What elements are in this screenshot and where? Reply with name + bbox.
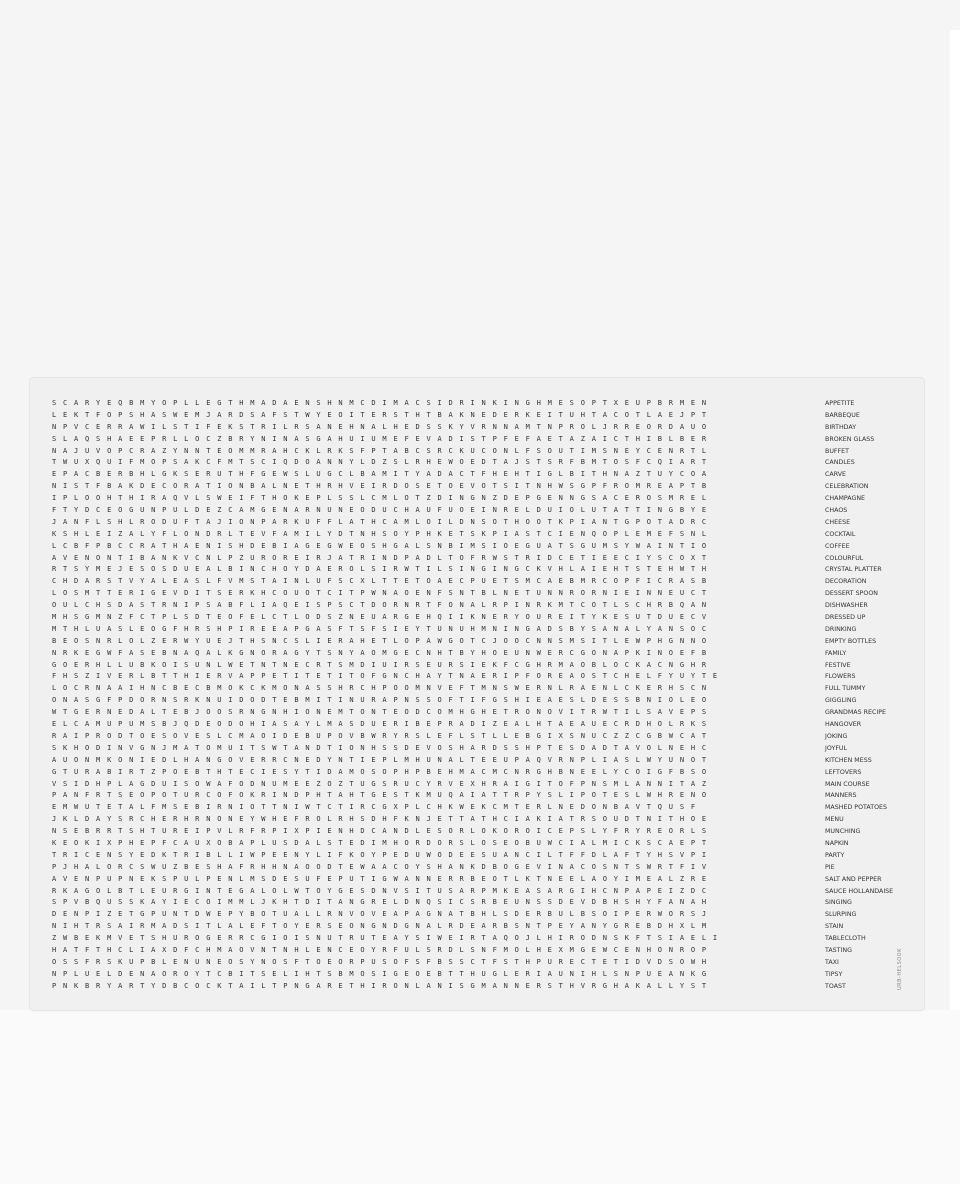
word-list-item: CHAMPAGNE [825, 495, 866, 503]
grid-row: NPVCERRAWILSTIFEKSTRILRSANEHNALHEDSSKYVRNNAMTNPROLJRREORDAUO [52, 422, 713, 431]
word-list-item: STAIN [825, 923, 844, 931]
grid-row: IPLOOHTHIRAQVLSWEIFTHOKEPLSSLCMLOTZDINGNZDEPGENNGSACEROSMREL [52, 494, 713, 503]
word-list-item: TIPSY [825, 970, 843, 978]
word-list-item: BARBEQUE [825, 411, 860, 419]
word-list-item: CANDLES [825, 459, 855, 467]
grid-row: HATFTHCLIAXDFCHMAOVNTNHLENCEOYRFULSRDLSNFMOLHEXMGEWCENHONROP [52, 945, 713, 954]
word-list-item: SINGING [825, 899, 852, 907]
grid-row: VSIDHPLAGDUISOWAFODNUMEEZOZTUGSRUCYRVEXHRAIGITOFPNSMLANNITAZ [52, 779, 713, 788]
word-list-item: PARTY [825, 851, 845, 859]
grid-row: FHSZIVERLBTTHIERVAPPETITETITOFGNCHAYTNAERIPFOREAOSTCHELFYUYTE [52, 672, 724, 681]
grid-row: LOSMTTERIGEVDITSERKHCOUOTCITPWNAOENFSNTBLNETUNNRORNIEINNEUCT [52, 589, 713, 598]
brand-mark: URB-HELSOOK [897, 948, 903, 990]
word-list-item: MUNCHING [825, 828, 861, 836]
grid-row: NIHTRSAIRMADSITLALEFTOYERSEONGNDGNALRDEARBSNTPEYANYGREBDHXLM [52, 922, 713, 931]
grid-row: NSEBRRTSHTUREIPVLRFRPIXPIENHDCANDLESORLOKOROICEPSLYFRYREORLS [52, 827, 713, 836]
grid-row: CHDARSTVYALEASLFVMSTAINLUFSCXLTTETOAECPUETSMCAEBMRCOPFICRASB [52, 577, 713, 586]
grid-row: ELCAMUPUMSBJQDEODOHIASAYLMASDUERIBEPRADIZEALHTAEAUECRDHOLRKS [52, 720, 713, 729]
word-list-item: JOYFUL [825, 744, 848, 752]
grid-row: SPVBQUSSKAYIECOIMMLJKHTDITANGRELDNQSICSRBEUNSSDEVDBHSHYFANAH [52, 898, 713, 907]
word-list-item: TOAST [825, 982, 846, 990]
word-list-item: DECORATION [825, 578, 867, 586]
grid-row: WTGERNEDALTEBJOOSRNGNHIONEMTONTEODCOMHGHETRONOVITRWTILSAVEPS [52, 708, 713, 717]
word-list-item: PIE [825, 863, 835, 871]
word-list-item: BIRTHDAY [825, 423, 857, 431]
word-list-item: SALT AND PEPPER [825, 875, 882, 883]
grid-row: GTURABIRTZPOEBTHTECIESYTIDAMOSOPHPBEHMACMCNRGHBNEELYCOIGFBSO [52, 767, 713, 776]
grid-row: AUONMKONIEDLHANGOVERRCNEDYNTIEPLMHUNALTEEUPAQVRNPLIASLWYUNOT [52, 755, 713, 764]
grid-row: KSHLEIZALYFLONDRLTEVFAMILYDTNHSOYPHKETSKPIASTCIENQOPLEMEFSNL [52, 529, 713, 538]
word-list-item: DESSERT SPOON [825, 590, 878, 598]
grid-row: NISTFBAKDECORATIONBALNETHRHVEIRDOSETOEVOTSITNHWSGPFROMREAPTB [52, 482, 713, 491]
word-list-item: MASHED POTATOES [825, 804, 888, 812]
word-list [825, 398, 915, 993]
grid-row: TWUXQUIFMOPSAKCFMTSCIQDOANNYLDZSLRHEWOEDTAJSTSRFBMTOSFCQIART [52, 458, 713, 467]
word-list-item: KITCHEN MESS [825, 756, 872, 764]
grid-row: DENPIZETGPUNTDWEPYBOTUALLRNVOVEAPAGNATBHLSDERBULBSOIPERWORSJ [52, 910, 713, 919]
word-list-item: LEFTOVERS [825, 768, 862, 776]
grid-row: RKAGOLBTLEURGINTEGALOLWTOYGESDNVSITUSARPMKEASARGIHCNPAPEIZDC [52, 886, 713, 895]
grid-row: NPLUELDENAOROYTCBITSELIHTSBMOSIGEOEBTTHUGLERIAUNIHLSNPUEANKG [52, 969, 713, 978]
grid-row: MTHLUASLEOGFHRSHPIREEAPGASFTSFSIEYTUNUHMNINGADSBYSANALYANSOC [52, 624, 713, 633]
grid-row: GOERHLLUBKOISUNLWETNTNECRTSMDIUIRSEURSIEKFCGHRMAOBLOCKACNGHR [52, 660, 713, 669]
word-list-item: APPETITE [825, 400, 855, 407]
word-list-item: SAUCE HOLLANDAISE [825, 887, 894, 895]
word-list-item: TASTING [825, 946, 852, 954]
word-list-item: BROKEN GLASS [825, 435, 875, 443]
word-list-item: BUFFET [825, 447, 849, 455]
grid-row: LEKTFOPSHASWEMJARDSAFSTWYEOITERSTHTBAKNEDERKEITUHTACOTLAEJPT [52, 410, 713, 419]
grid-row: ZWBEKMVETSHUROGERRCGIOISNUTRUTEAYSIWEIRTAQOJLHIRODNSKFTSIAELI [52, 934, 724, 943]
word-list-item: JOKING [825, 732, 848, 740]
grid-row: AVENONTIBANKVCNLPZUROREIRJATRINDPADLTOFRWSTRIDCETIEECIYSCOXT [52, 553, 713, 562]
grid-row: BEOSNRLOLZERWYUEJTHSNCSLIERAHETLOPAWGOTCJOOCNNSMSITLEWPHGNNO [52, 636, 713, 645]
grid-row: LCBFPBCCRATHAENISHDEBIAGEGWEOSHGALSNBIMSIOEGUATSGUMSYWAINTIO [52, 541, 713, 550]
grid-row: SCARYEQBMYOPLLEGTHMADAENSHNMCDIMACSIDRINKINGHMESOPTXEUPBRMEN [52, 399, 713, 407]
word-list-item: HANGOVER [825, 721, 862, 729]
word-list-item: CELEBRATION [825, 483, 869, 491]
word-list-item: FESTIVE [825, 661, 851, 669]
word-list-item: CHAOS [825, 507, 848, 515]
grid-row: TRICENSYEDKTRIBLLIWPEENYLIFKOYPEDUWODEESUANCILTFFDLAFTYHSVPI [52, 850, 713, 859]
word-list-item: FAMILY [825, 649, 847, 657]
grid-row: PJHALORCSWUZBESHAFRHHNAOODTEWAACOYSHANKDBOGEVINACOSNTSWRTFIV [52, 862, 713, 871]
grid-row: SLAQSHAEEPRLLOCZBRYNINASGAHUIUMEFEVADISTPFEFAETAZAICTHIBLBER [52, 434, 713, 443]
grid-row: JKLDAYSRCHERHRNONEYWHEFROLRHSDHFKNJETTATHCIAKIATRSOUDTNITHOE [52, 815, 713, 824]
word-list-item: MANNERS [825, 792, 857, 800]
word-list-item: GIGGLING [825, 697, 857, 705]
word-list-item: COFFEE [825, 542, 850, 550]
background-lower [0, 1010, 960, 1184]
word-list-item: MENU [825, 816, 844, 824]
grid-row: JANFLSHLRODUFTAJIONPARKUFFLATHCAMLOILDNSOTHOOTKPIANTGPOTADRC [52, 517, 713, 526]
word-list-item: FULL TUMMY [825, 685, 866, 693]
word-list-item: FLOWERS [825, 673, 856, 681]
grid-row: KEOKIXPHEPFCAUXOBAPLUSDALSTEDIMHORDORSLOSEOBUWCIALMICKSCAEPT [52, 838, 713, 847]
letter-grid [52, 398, 792, 993]
word-list-item: GRANDMAS RECIPE [825, 709, 886, 717]
grid-row: RAIPRODTOESOVESLCMAOIDEBUPOVBWRYRSLEFLSTLLEBGIXSNUCZZCGBWCAT [52, 731, 713, 740]
grid-row: FTYDCEOGUNPULDEZCAMGENARNUNEODUCHAUFUOEINRELDUIOLUTATTINGBYE [52, 506, 713, 515]
word-list-item: CHEESE [825, 518, 851, 526]
word-list-item: DRESSED UP [825, 614, 866, 622]
grid-row: NAJUVOPCRAZYNNTEOMMRAHCKLRKSFPTABCSRCKUCONLFSOUTIMSNEYCENRTL [52, 446, 713, 455]
grid-row: EMWUTETALFMSEBIRNIOTTNIWTCTIRCGXPLCHKWEKCMTERLNEDONBAVTQUSF [52, 803, 702, 812]
word-list-item: NAPKIN [825, 839, 849, 847]
grid-row: PANFRTSEOPOTURCOFOKRINDPHTAHTGESTKMUQAIATTRPYSLIPOTESLWHRENO [52, 791, 713, 800]
grid-row: EPACBERBHLGKSERUTHFGEWSLUGCLBAMITYADACTFHEHTIGLBITHNAZTUYCOA [52, 470, 713, 479]
word-list-item: COLOURFUL [825, 554, 864, 562]
grid-row: SKHODINVGNJMATOMUITSWTANDTIONHSSDEVOSHARDSSHPTESDADTAVOLNEHC [52, 743, 713, 752]
grid-row: OSSFRSKUPBLENUNEOSYNOSFTOEORPUSOFSFBSSCTFSTHPURECTETIDVDSOWH [52, 957, 713, 966]
grid-row: RTSYMEJESOSDUEALBINCHOYDAEROLSIRWTILSINGINGCKVHLAIEHTSTEHWTH [52, 565, 713, 574]
word-list-item: TABLECLOTH [825, 935, 866, 943]
grid-row: LOCRNAAIHNCBECBMOKCKMONASSHRCHPOOMNVEFTMNSWERNLRAENLCKERHSCN [52, 684, 713, 693]
word-list-item: DISHWASHER [825, 602, 868, 610]
grid-row: AVENPUPNEKSPULPENLMSDESUFEPUTIGWANNERRBEOTLKTNEELAOYIMEALZRE [52, 874, 713, 883]
word-list-item: CRYSTAL PLATTER [825, 566, 882, 574]
grid-row: ONASGFPDORNSRKNUIDODTEBMITINURAPNSSOFTIFGSHIEAESLDESSBNIOLEO [52, 696, 713, 705]
grid-row: PNKBRYARTYDBCOCKTAILTPNGARETHIRONLANISGMANNERSTHVRGHAKALLYST [52, 981, 713, 990]
word-list-item: EMPTY BOTTLES [825, 637, 877, 645]
grid-row: OULCHSDASTRNIPSABFLIAQEISPSCTDORNRTFONALRPINRKMTCOTLSCHRBQAN [52, 601, 713, 610]
grid-row: MHSGMNZFCTPLSDTEOFELCTLODSZNEUARGEHQIIKNERYOUREITYKESUTDUECV [52, 613, 713, 622]
word-list-item: SLURPING [825, 911, 857, 919]
word-list-item: COCKTAIL [825, 530, 856, 538]
grid-row: NRKEGWFASEBNAQALKGNORAGYTSNYAOMGECNHTBYHOEUNWERCGONAPKINOEFB [52, 648, 713, 657]
word-list-item: CARVE [825, 471, 847, 479]
word-list-item: MAIN COURSE [825, 780, 870, 788]
word-list-item: TAXI [825, 958, 839, 966]
word-list-item: DRINKING [825, 625, 857, 633]
